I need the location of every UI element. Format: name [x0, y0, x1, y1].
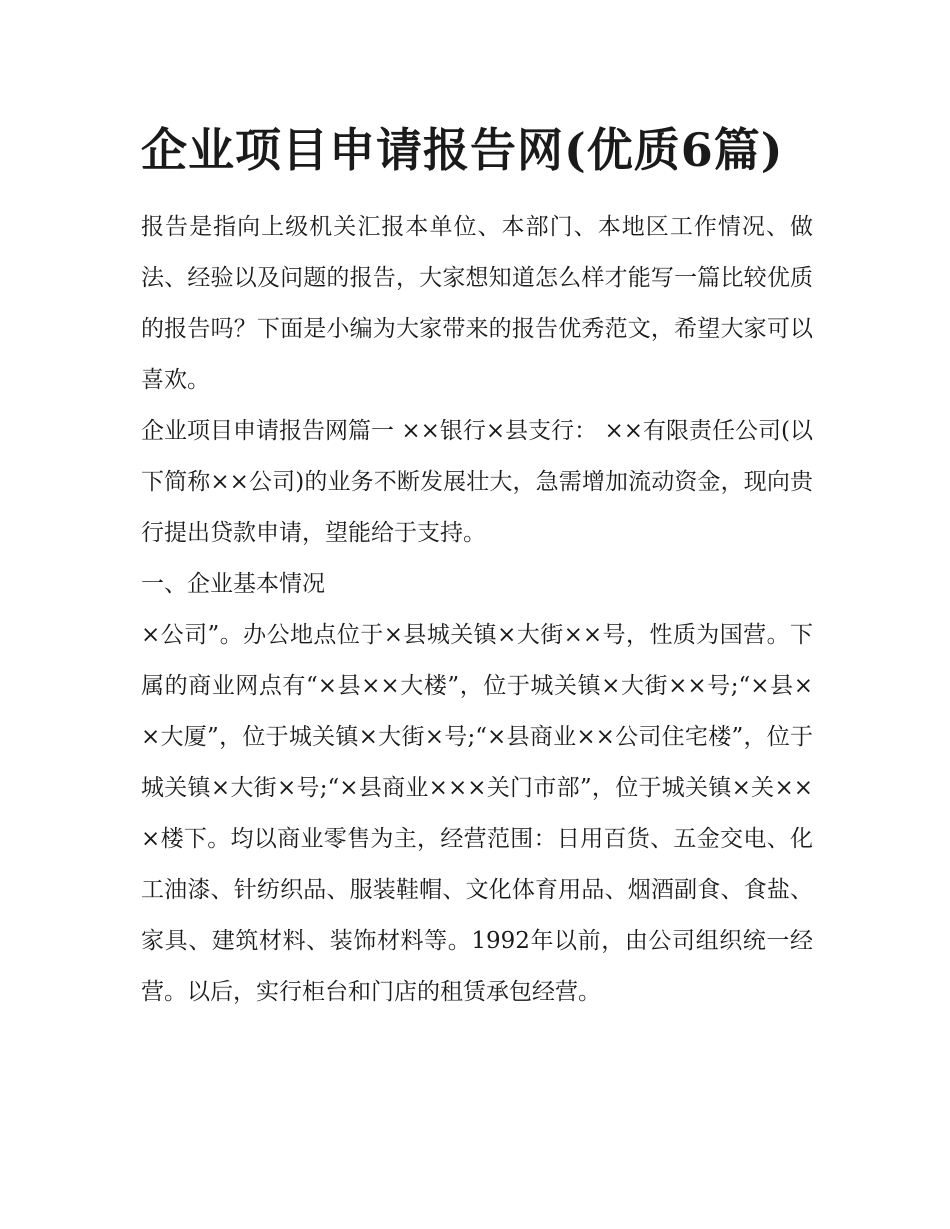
company-info-paragraph: ×公司”。办公地点位于×县城关镇×大街××号，性质为国营。下属的商业网点有“×县××大楼”，位于城关镇×大街××号;“×县××大厦”，位于城关镇×大街×号;“×县商业××公司住宅楼”，位于城关镇×大街×号;“×县商业×××关门市部”，位于城关镇×关×××楼下。均以商业零售为主，经营范围：日用百货、五金交电、化工油漆、针纺织品、服装鞋帽、文化体育用品、烟酒副食、食盐、家具、建筑材料、装饰材料等。1992年以前，由公司组织统一经营。以后，实行柜台和门店的租赁承包经营。: [141, 622, 813, 1005]
application-paragraph: 企业项目申请报告网篇一 ××银行×县支行： ××有限责任公司(以下简称××公司)的业务不断发展壮大，急需增加流动资金，现向贵行提出贷款申请，望能给于支持。: [141, 418, 813, 546]
intro-paragraph: 报告是指向上级机关汇报本单位、本部门、本地区工作情况、做法、经验以及问题的报告，大家想知道怎么样才能写一篇比较优质的报告吗？下面是小编为大家带来的报告优秀范文，希望大家可以喜欢。: [141, 214, 813, 393]
section-heading: 一、企业基本情况: [141, 571, 325, 597]
document-page: [141, 112, 813, 1018]
document-title: 企业项目申请报告网(优质6篇): [141, 123, 784, 177]
